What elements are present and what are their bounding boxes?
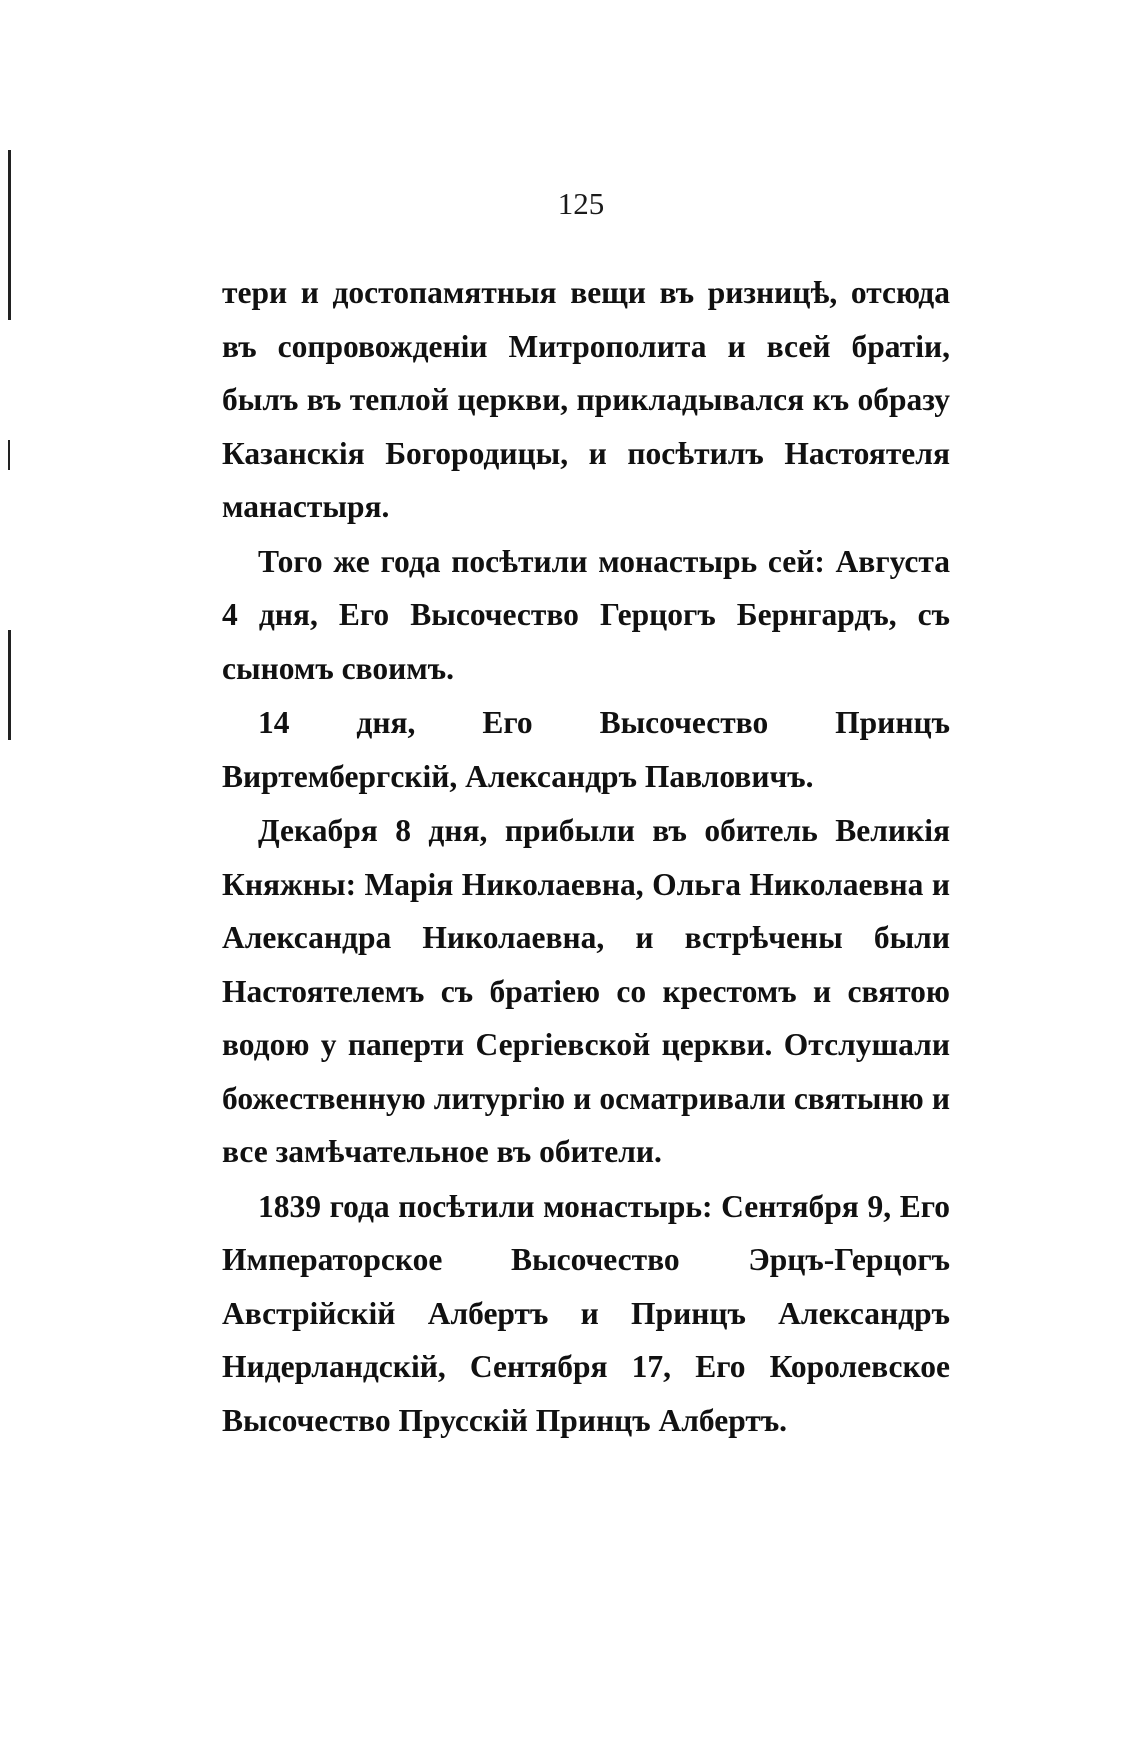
paragraph-4: Декабря 8 дня, прибыли въ обитель Великія Княжны: Марія Николаевна, Ольга Николаевна и Александра Николаевна, и встрѣчены были Настоятелемъ съ братіею со крестомъ и святою водою у паперти Сергіевской церкви. Отслушали божественную литургію и осматривали святыню и все замѣчательное въ обители. [222,813,950,1169]
page-body [222,266,950,1447]
paragraph-1: тери и достопамятныя вещи въ ризницѣ, отсюда въ сопровожденіи Митрополита и всей братіи, былъ въ теплой церкви, прикладывался къ образу Казанскія Богородицы, и посѣтилъ Настоятеля манастыря. [222,275,950,524]
paragraph-3: 14 дня, Его Высочество Принцъ Виртембергскій, Александръ Павловичъ. [222,705,950,794]
page-number: 125 [557,186,605,221]
binding-mark-top [8,150,11,320]
paragraph-2: Того же года посѣтили монастырь сей: Августа 4 дня, Его Высочество Герцогъ Бернгардъ, съ сыномъ своимъ. [222,543,950,686]
paragraph-5: 1839 года посѣтили монастырь: Сентября 9, Его Императорское Высочество Эрцъ-Герцогъ Австрійскій Албертъ и Принцъ Александръ Нидерландскій, Сентября 17, Его Королевское Высочество Прусскій Принцъ Албертъ. [222,1188,950,1438]
binding-mark-middle [8,630,11,740]
binding-mark-small [8,440,10,470]
